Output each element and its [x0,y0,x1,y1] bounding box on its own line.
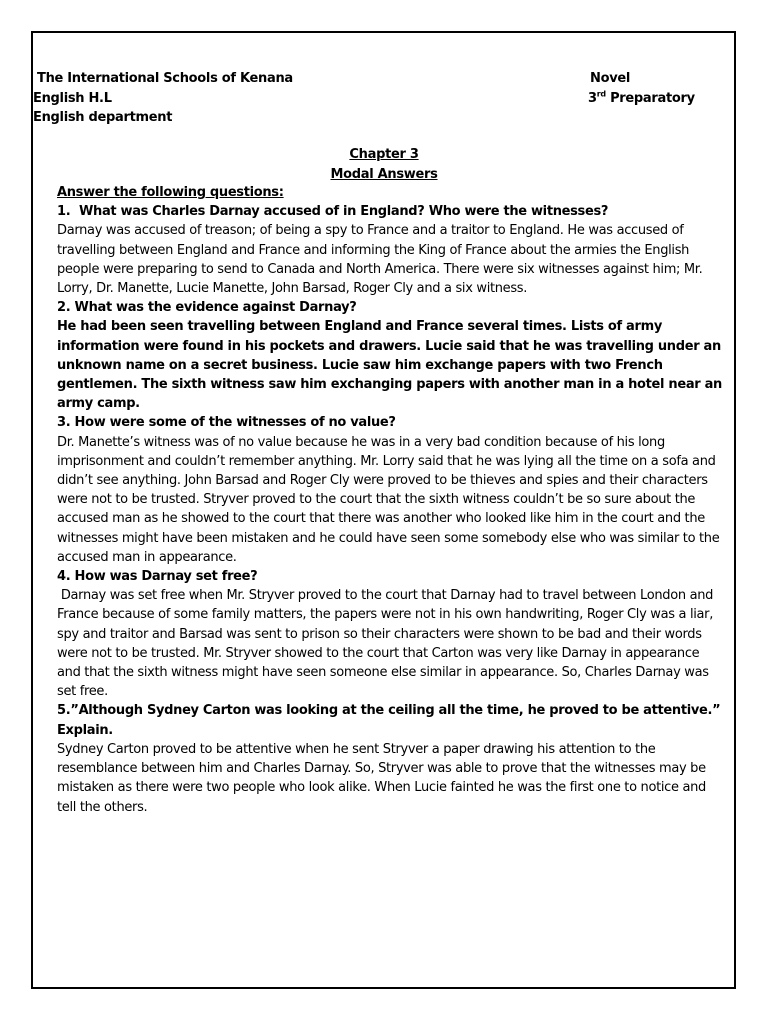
doc-type: Novel [590,71,631,86]
grade-label: Preparatory [610,91,695,106]
question-1-text: What was Charles Darnay accused of in England? Who were the witnesses? [79,204,609,220]
question-1-number: 1. [57,204,71,220]
answer-3: Dr. Manette’s witness was of no value because he was in a very bad condition because of his long imprisonment and couldn’t remember anything. Mr. Lorry said that he was lying all the time on a sofa and didn’t see anything. John Barsad and Roger Cly were proved to be thieves and spies and their characters were not to be trusted. Stryver proved to the court that the sixth witness couldn’t be so sure about the accused man as he showed to the court that there was another who looked like him in the court and the witnesses might have been mistaken and he could have seen some somebody else who was similar to the accused man in appearance. [57,434,720,565]
question-2: 2. What was the evidence against Darnay? [57,300,357,316]
school-name: The International Schools of Kenana [37,71,293,86]
department-line: English department [33,110,173,125]
grade-number: 3 [588,91,597,106]
question-5: 5.”Although Sydney Carton was looking at the ceiling all the time, he proved to be attentive.” Explain. [57,703,721,738]
answer-1: Darnay was accused of treason; of being a spy to France and a traitor to England. He was accused of travelling between England and France and informing the King of France about the armies the English people were preparing to send to Canada and North America. There were six witnesses against him; Mr. Lorry, Dr. Manette, Lucie Manette, John Barsad, Roger Cly and a six witness. [57,223,703,297]
answer-4: Darnay was set free when Mr. Stryver proved to the court that Darnay had to travel between London and France because of some family matters, the papers were not in his own handwriting, Roger Cly was a liar, spy and traitor and Barsad was sent to prison so their characters were shown to be bad and their words were not to be trusted. Mr. Stryver showed to the court that Carton was very like Darnay in appearance and that the sixth witness might have seen someone else similar in appearance. So, Charles Darnay was set free. [57,588,717,700]
question-3: 3. How were some of the witnesses of no value? [57,415,396,431]
grade-line [588,89,695,108]
instruction: Answer the following questions: [57,185,284,200]
page-subtitle: Modal Answers [330,167,438,182]
chapter-title: Chapter 3 [349,147,419,162]
subject-line: English H.L [33,91,112,106]
qa-section [57,183,725,817]
question-1 [57,202,725,221]
grade-suffix: rd [596,89,606,99]
answer-5: Sydney Carton proved to be attentive when he sent Stryver a paper drawing his attention to the resemblance between him and Charles Darnay. So, Stryver was able to prove that the witnesses may be mistaken as there were two people who look alike. When Lucie fainted he was the first one to notice and tell the others. [57,741,706,815]
answer-2: He had been seen travelling between England and France several times. Lists of army information were found in his pockets and drawers. Lucie said that he was travelling under an unknown name on a secret business. Lucie saw him exchange papers with two French gentlemen. The sixth witness saw him exchanging papers with another man in a hotel near an army camp. [57,319,722,412]
question-4: 4. How was Darnay set free? [57,569,258,585]
